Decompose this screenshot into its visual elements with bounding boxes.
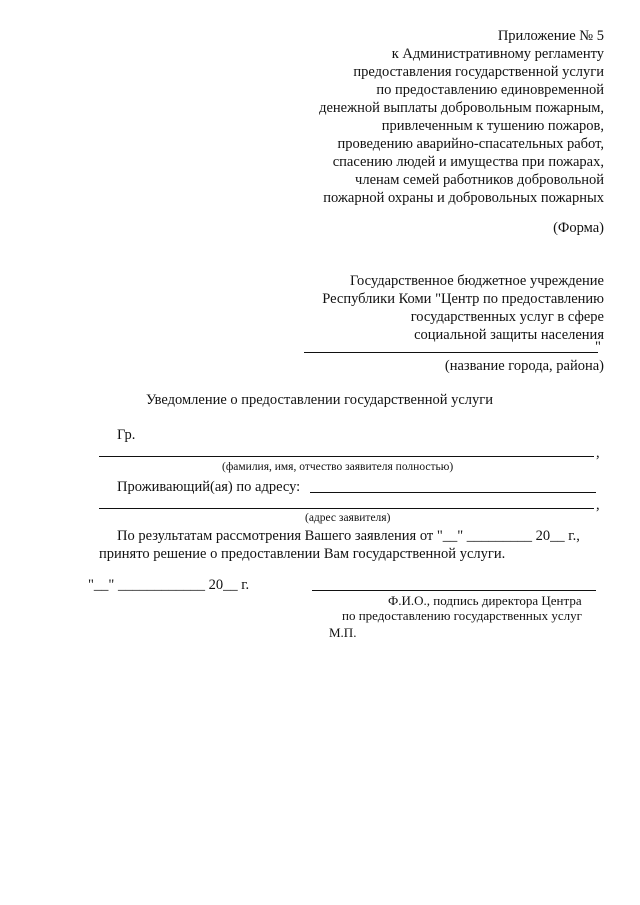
city-line [304, 352, 598, 353]
form-label: (Форма) [553, 220, 604, 236]
appendix-line-7: проведению аварийно-спасательных работ, [337, 136, 604, 152]
institution-line-1: Государственное бюджетное учреждение [349, 273, 604, 289]
appendix-line-2: к Административному регламенту [391, 46, 604, 62]
fio-comma: , [596, 445, 600, 461]
appendix-line-1: Приложение № 5 [497, 28, 604, 44]
institution-line-2: Республики Коми "Центр по предоставлению [322, 291, 604, 307]
signature-caption-1: Ф.И.О., подпись директора Центра [388, 593, 582, 608]
decision-line-1: По результатам рассмотрения Вашего заявления от "__" _________ 20__ г., [117, 528, 580, 544]
decision-line-2: принято решение о предоставлении Вам государственной услуги. [99, 546, 506, 562]
institution-quote: " [595, 339, 601, 355]
appendix-line-5: денежной выплаты добровольным пожарным, [319, 100, 604, 116]
signature-caption-2: по предоставлению государственных услуг [342, 608, 582, 623]
appendix-line-8: спасению людей и имущества при пожарах, [332, 154, 604, 170]
appendix-line-3: предоставления государственной услуги [353, 64, 604, 80]
citizen-label: Гр. [117, 427, 136, 443]
fio-line [99, 456, 594, 457]
appendix-line-9: членам семей работников добровольной [355, 172, 604, 188]
institution-line-3: государственных услуг в сфере [410, 309, 604, 325]
city-caption: (название города, района) [444, 358, 604, 374]
address-comma: , [596, 497, 600, 513]
address-label: Проживающий(ая) по адресу: [117, 479, 301, 495]
fio-caption: (фамилия, имя, отчество заявителя полностью) [222, 461, 454, 473]
address-line-2 [99, 508, 594, 509]
stamp-mark: М.П. [329, 625, 357, 640]
address-caption: (адрес заявителя) [305, 512, 391, 524]
signature-line [312, 590, 596, 591]
institution-line-4: социальной защиты населения [414, 327, 604, 343]
address-line-1 [310, 492, 596, 493]
appendix-line-6: привлеченным к тушению пожаров, [381, 118, 604, 134]
appendix-line-10: пожарной охраны и добровольных пожарных [323, 190, 604, 206]
signature-date: "__" ____________ 20__ г. [88, 577, 250, 593]
notice-title: Уведомление о предоставлении государственной услуги [146, 392, 493, 408]
appendix-line-4: по предоставлению единовременной [376, 82, 604, 98]
